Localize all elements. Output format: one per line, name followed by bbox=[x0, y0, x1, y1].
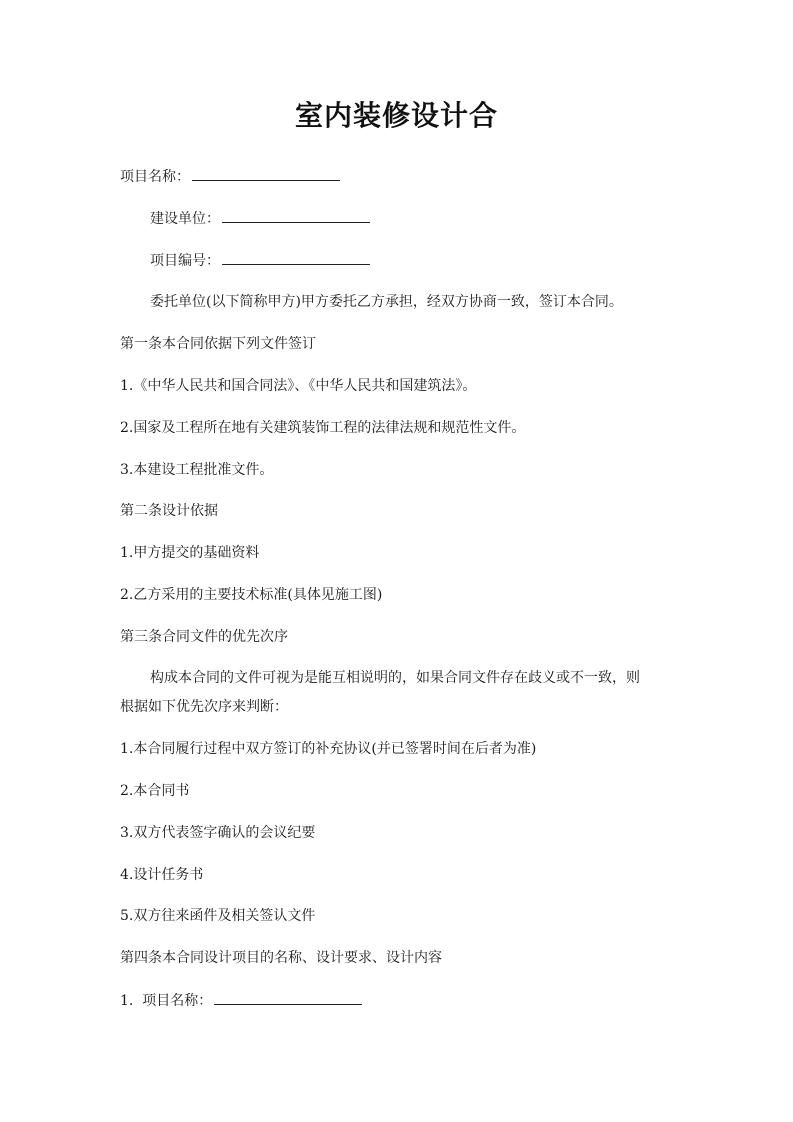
builder-label: 建设单位： bbox=[150, 211, 220, 227]
article4-item1-field bbox=[120, 990, 362, 1011]
article3-paragraph-line2: 根据如下优先次序来判断： bbox=[120, 699, 288, 715]
article1-heading: 第一条本合同依据下列文件签订 bbox=[120, 336, 316, 352]
project-no-blank[interactable] bbox=[222, 250, 370, 265]
article4-item1-label: 1. 项目名称： bbox=[120, 993, 213, 1009]
project-no-field bbox=[150, 250, 370, 271]
article3-item: 5.双方往来函件及相关签认文件 bbox=[120, 908, 316, 924]
article4-heading: 第四条本合同设计项目的名称、设计要求、设计内容 bbox=[120, 950, 442, 966]
article3-item: 4.设计任务书 bbox=[120, 867, 204, 883]
article3-heading: 第三条合同文件的优先次序 bbox=[120, 629, 288, 645]
article2-item: 2.乙方采用的主要技术标准(具体见施工图) bbox=[120, 587, 383, 603]
builder-blank[interactable] bbox=[222, 208, 370, 223]
project-no-label: 项目编号： bbox=[150, 253, 220, 269]
article2-item: 1.甲方提交的基础资料 bbox=[120, 545, 260, 561]
article3-item: 1.本合同履行过程中双方签订的补充协议(并已签署时间在后者为准) bbox=[120, 741, 537, 757]
project-name-label: 项目名称： bbox=[120, 169, 190, 185]
builder-field bbox=[150, 208, 370, 229]
intro-paragraph: 委托单位(以下简称甲方)甲方委托乙方承担，经双方协商一致，签订本合同。 bbox=[150, 294, 623, 310]
article1-item: 1.《中华人民共和国合同法》、《中华人民共和国建筑法》。 bbox=[120, 378, 477, 394]
project-name-blank[interactable] bbox=[192, 166, 340, 181]
project-name-field bbox=[120, 166, 340, 187]
article1-item: 2.国家及工程所在地有关建筑装饰工程的法律法规和规范性文件。 bbox=[120, 420, 526, 436]
article2-heading: 第二条设计依据 bbox=[120, 503, 218, 519]
article4-project-name-blank[interactable] bbox=[214, 990, 362, 1005]
article3-item: 3.双方代表签字确认的会议纪要 bbox=[120, 825, 316, 841]
article1-item: 3.本建设工程批准文件。 bbox=[120, 462, 274, 478]
article3-item: 2.本合同书 bbox=[120, 783, 190, 799]
document-title: 室内装修设计合 bbox=[294, 99, 498, 132]
article3-paragraph-line1: 构成本合同的文件可视为是能互相说明的，如果合同文件存在歧义或不一致，则 bbox=[150, 670, 640, 686]
